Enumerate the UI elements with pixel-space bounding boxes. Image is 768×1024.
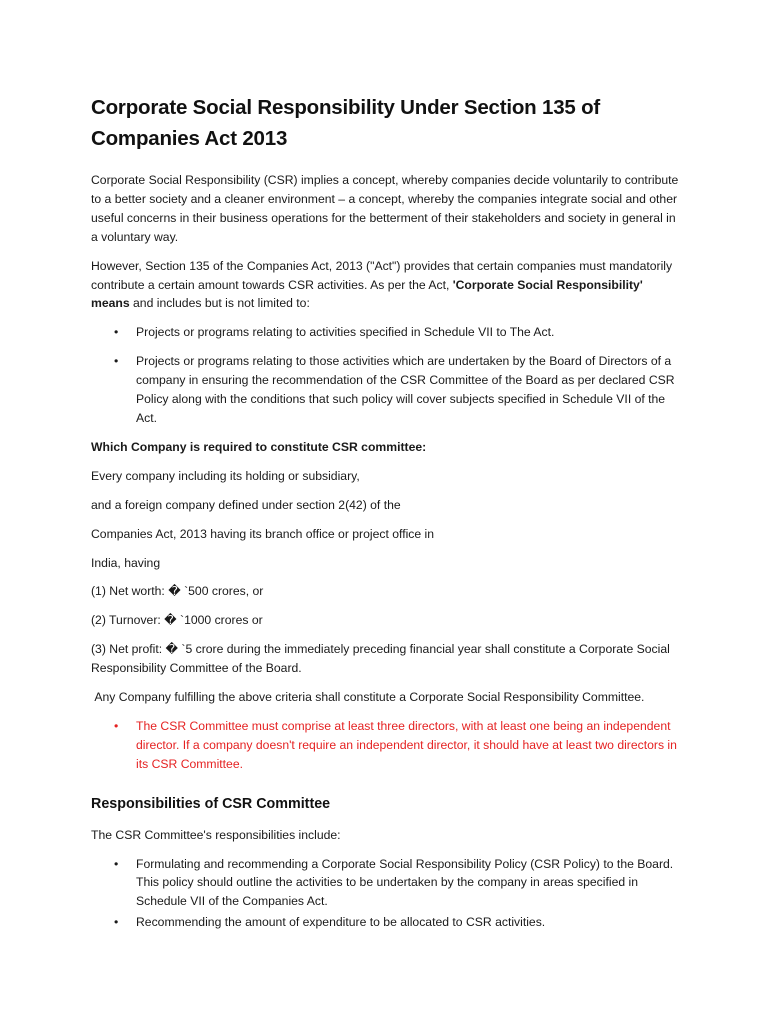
para2-prefix: However, Section 135 of the Companies Act, 2013 ("Act") provides that certain companies must mandatorily contribute a certain amount towards CSR activities. As per the Act, [91,258,673,292]
bullet-icon: • [114,325,119,340]
which-company-heading: Which Company is required to constitute CSR committee: [91,439,427,454]
bullet-icon: • [114,718,119,733]
criteria-line: Every company including its holding or subsidiary, [91,468,360,483]
list-item [114,323,681,342]
responsibilities-list [91,855,681,933]
criteria-turnover: (2) Turnover: � `1000 crores or [91,613,263,628]
any-company-paragraph: Any Company fulfilling the above criteria shall constitute a Corporate Social Responsibility Committee. [91,690,645,705]
responsibilities-intro: The CSR Committee's responsibilities include: [91,827,341,842]
intro-paragraph: Corporate Social Responsibility (CSR) implies a concept, whereby companies decide voluntarily to contribute to a better society and a cleaner environment – a concept, whereby the companies integrate social and other useful concerns in their business operations for the betterment of their stakeholders and society in general in a voluntary way. [91,173,679,244]
criteria-net-profit: (3) Net profit: � `5 crore during the immediately preceding financial year shall constitute a Corporate Social Responsibility Committee of the Board. [91,642,670,676]
list-item [114,855,681,912]
criteria-line: and a foreign company defined under section 2(42) of the [91,497,401,512]
list-item-text: Projects or programs relating to those activities which are undertaken by the Board of Directors of a company in ensuring the recommendation of the CSR Committee of the Board as per declared CSR Policy along with the conditions that such policy will cover subjects specified in Schedule VII of the Act. [136,354,675,425]
responsibilities-heading: Responsibilities of CSR Committee [91,795,331,812]
csr-definition-bold: 'Corporate Social Responsibility' means [91,277,643,311]
bullet-icon: • [114,915,119,930]
committee-composition-list [91,717,681,774]
criteria-net-worth: (1) Net worth: � `500 crores, or [91,584,264,599]
definition-list [91,323,681,428]
section-135-paragraph [91,257,681,314]
list-item-text: Formulating and recommending a Corporate Social Responsibility Policy (CSR Policy) to the Board. This policy should outline the activities to be undertaken by the company in areas specified in Schedule VII of the Companies Act. [136,856,674,909]
red-bullet-text: The CSR Committee must comprise at least three directors, with at least one being an independent director. If a company doesn't require an independent director, it should have at least two directors in its CSR Committee. [136,718,677,771]
criteria-line: Companies Act, 2013 having its branch office or project office in [91,526,435,541]
para2-suffix: and includes but is not limited to: [129,296,310,311]
list-item-text: Recommending the amount of expenditure to be allocated to CSR activities. [136,915,546,930]
document-body [91,92,681,942]
criteria-line: India, having [91,555,161,570]
page-title: Corporate Social Responsibility Under Section 135 of Companies Act 2013 [91,96,601,150]
list-item-text: Projects or programs relating to activities specified in Schedule VII to The Act. [136,325,555,340]
list-item [114,913,681,932]
list-item [114,352,681,428]
bullet-icon: • [114,354,119,369]
list-item [114,717,681,774]
bullet-icon: • [114,856,119,871]
